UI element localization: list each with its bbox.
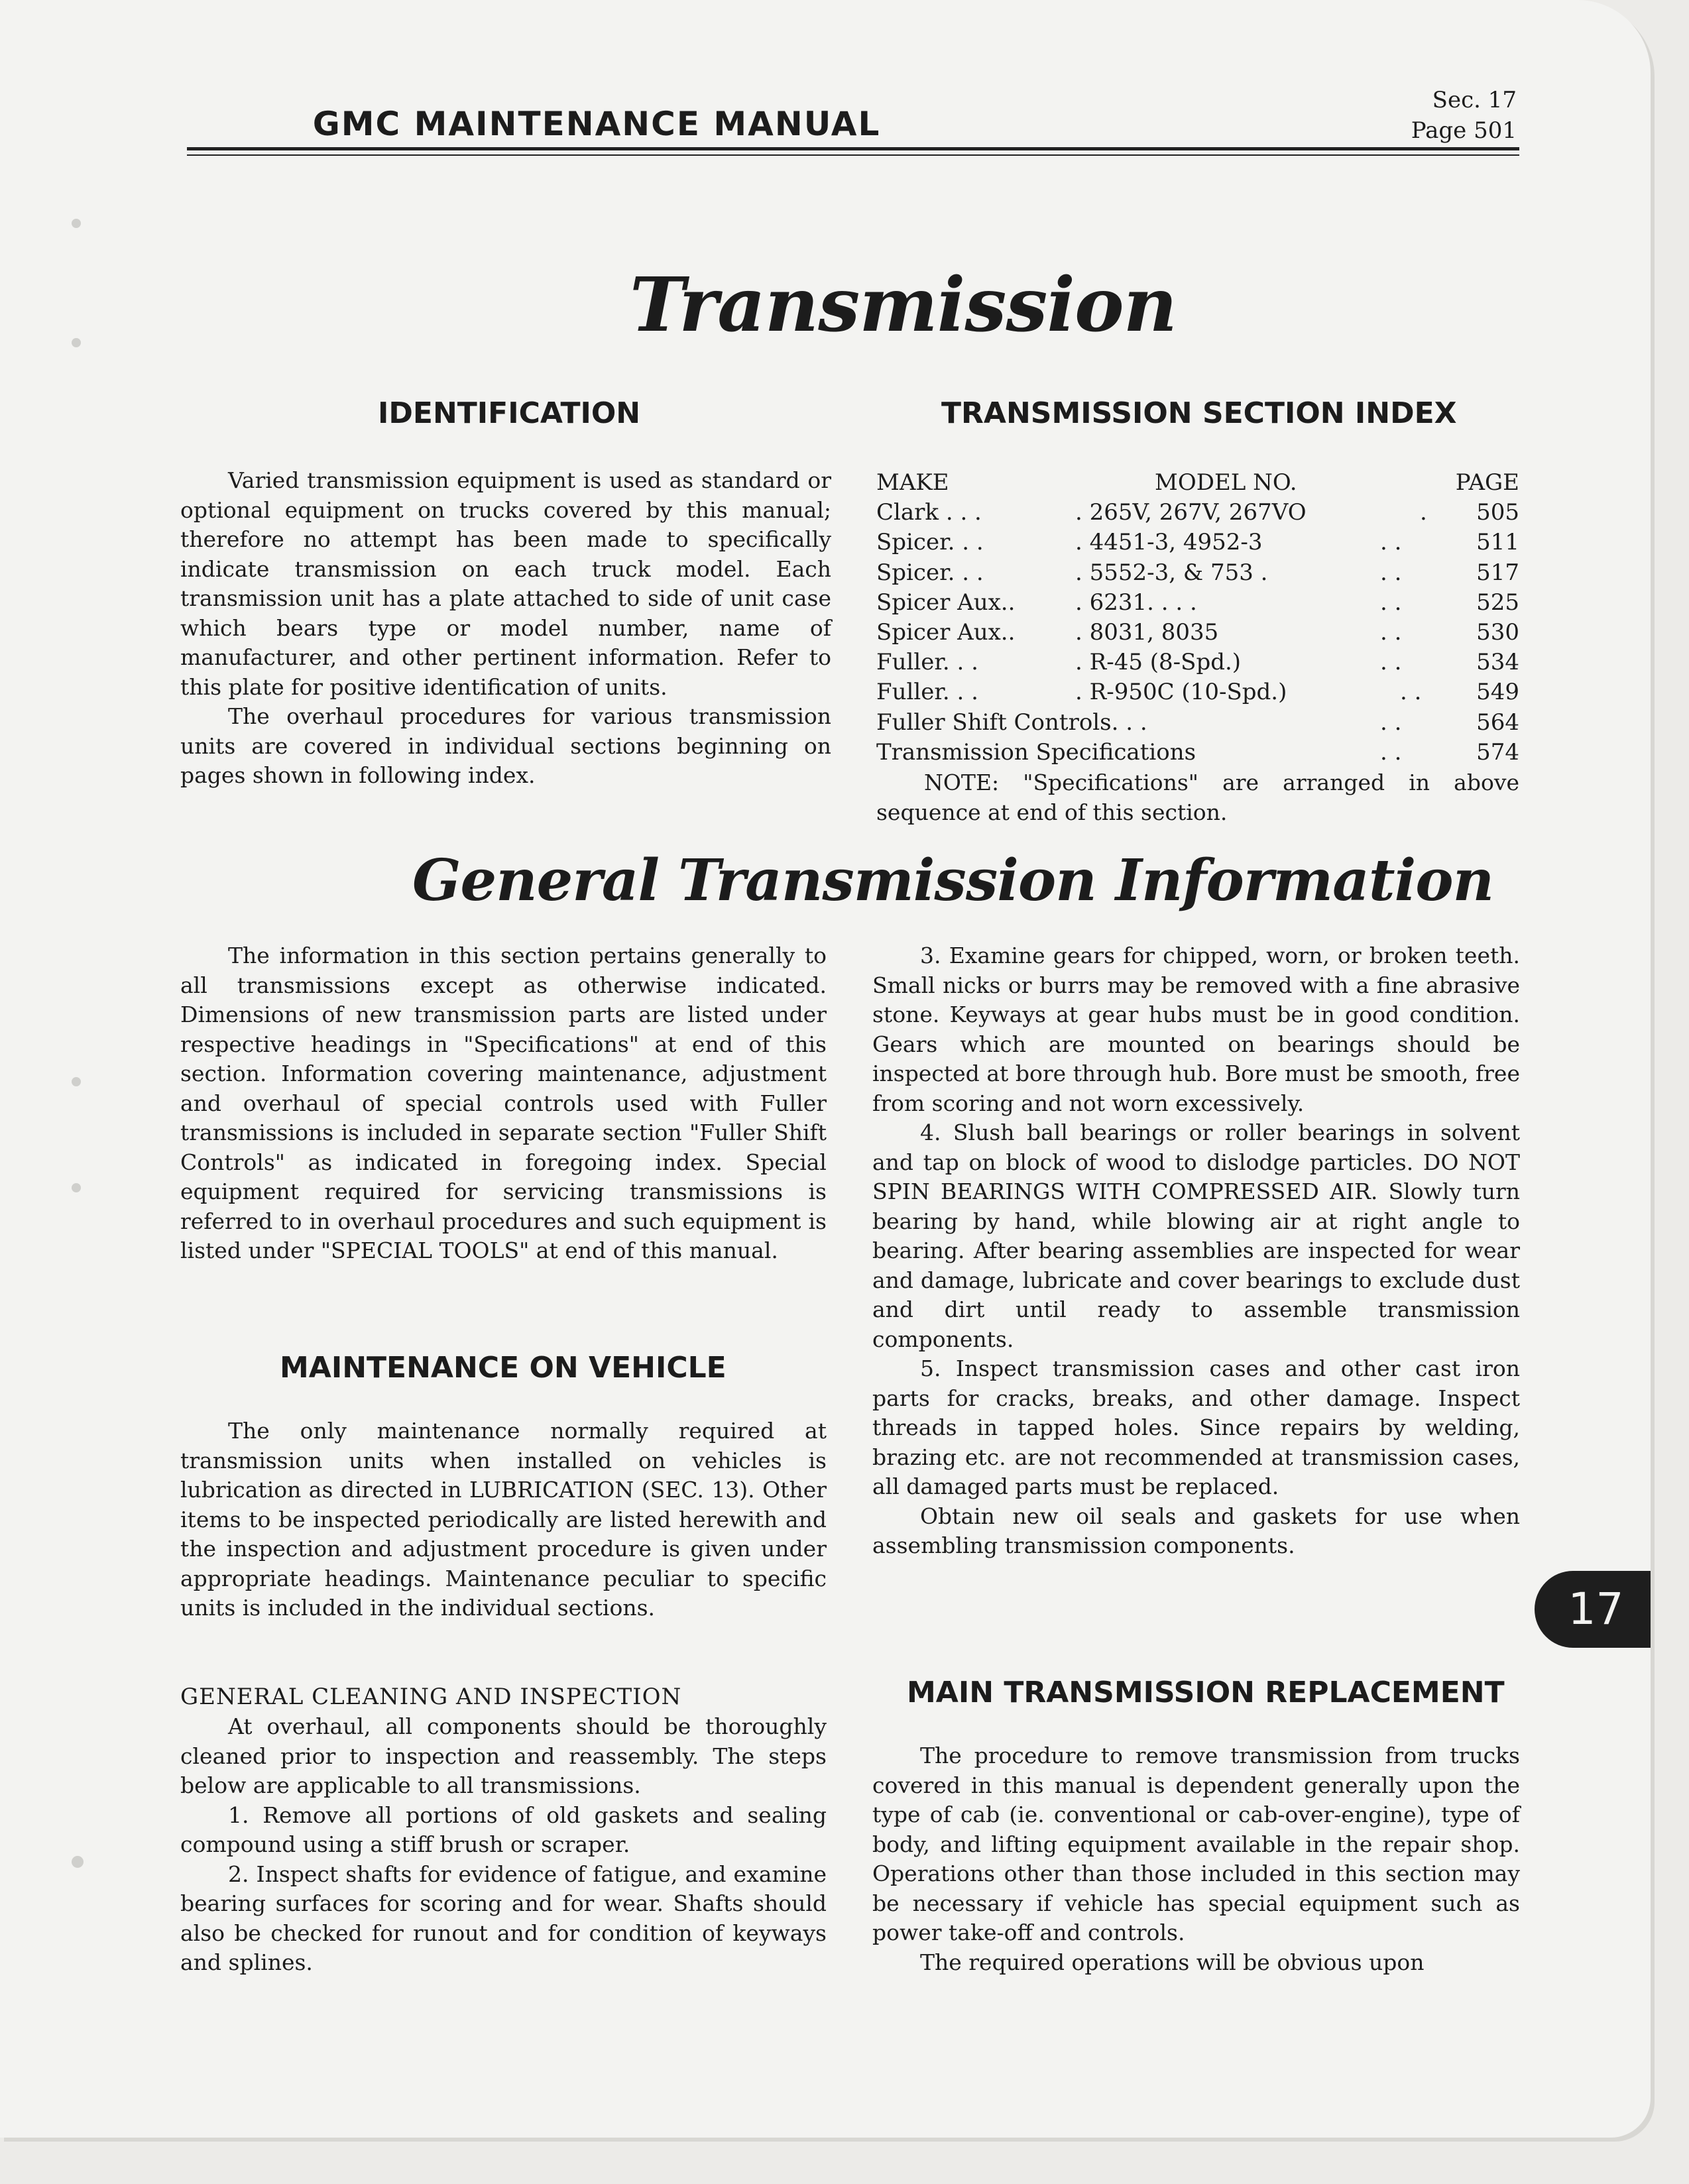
index-row [876,498,1519,528]
index-model: . R-950C (10-Spd.) [1075,679,1287,706]
replacement-paragraph: The procedure to remove transmission from trucks covered in this manual is dependent generally upon the type of cab (ie. conventional or cab-over-engine), type of body, and lifting equipment available in the repair shop. Operations other than those included in this section may be necessary if vehicle has special equipment such as power take-off and controls. [872,1743,1520,1945]
index-page: 574 [1476,738,1519,766]
binder-hole [72,338,81,347]
index-make: Transmission Specifications [876,738,1196,766]
index-page: 511 [1476,529,1519,556]
index-row [876,528,1519,557]
index-model: . 5552-3, & 753 . [1075,559,1268,586]
intro-paragraph: The information in this section pertains generally to all transmissions except as otherwise indicated. Dimensions of new transmission parts are listed under respective headings in "Specifications" at end of this section. Information covering maintenance, adjustment and overhaul of special controls used with Fuller transmissions is included in separate section "Fuller Shift Controls" as indicated in foregoing index. Special equipment required for servicing transmissions is referred to in overhaul procedures and such equipment is listed under "SPECIAL TOOLS" at end of this manual. [180,943,827,1263]
paragraph: The overhaul procedures for various transmission units are covered in individual sections beginning on pages shown in following index. [180,703,831,788]
index-dots: . . [1400,679,1422,706]
index-note-text: NOTE: "Specifications" are arranged in above sequence at end of this section. [876,769,1519,825]
index-dots: . . [1380,649,1402,676]
col-model: MODEL NO. [1155,469,1297,496]
general-info-title: General Transmission Information [412,847,1494,914]
inspection-step-5: 5. Inspect transmission cases and other cast iron parts for cracks, breaks, and other damage. Inspect threads in tapped holes. Since repairs by welding, brazing etc. are not recommended at transmission cases, all damaged parts must be replaced. [872,1355,1520,1499]
binder-hole [72,1077,81,1086]
index-make: Clark . . . [876,499,982,526]
binder-hole [72,219,81,228]
cleaning-step-2: 2. Inspect shafts for evidence of fatigue, and examine bearing surfaces for scoring and for wear. Shafts should also be checked for runout and for condition of keyways and splines. [180,1861,827,1975]
index-row [876,738,1519,768]
index-row [876,708,1519,738]
index-model: . 8031, 8035 [1075,618,1219,646]
index-dots: . . [1380,589,1402,616]
index-page: 530 [1476,618,1519,646]
index-model: . 4451-3, 4952-3 [1075,529,1263,556]
cleaning-step-1: 1. Remove all portions of old gaskets and sealing compound using a stiff brush or scraper. [180,1802,827,1857]
required-operations-paragraph: The required operations will be obvious upon [920,1949,1425,1975]
index-page: 534 [1476,649,1519,676]
index-header-row [876,468,1519,498]
index-dots: . . [1380,738,1402,766]
replacement-heading: MAIN TRANSMISSION REPLACEMENT [907,1676,1505,1709]
index-make: Fuller Shift Controls. . . [876,709,1147,736]
index-make: Spicer. . . [876,529,984,556]
index-model: . 6231. . . . [1075,589,1197,616]
index-page: 517 [1476,559,1519,586]
section-number: Sec. 17 [1432,87,1517,113]
inspection-step-4: 4. Slush ball bearings or roller bearings in solvent and tap on block of wood to dislodge particles. DO NOT SPIN BEARINGS WITH COMPRESSED AIR. Slowly turn bearing by hand, while blowing air at right angle to bearing. After bearing assemblies are inspected for wear and damage, lubricate and cover bearings to exclude dust and dirt until ready to assemble transmission components. [872,1120,1520,1352]
maintenance-paragraph: The only maintenance normally required at transmission units when installed on vehicles is lubrication as directed in LUBRICATION (SEC. 13). Other items to be inspected periodically are listed herewith and the inspection and adjustment procedure is given under appropriate headings. Maintenance peculiar to specific units is included in the individual sections. [180,1418,827,1621]
index-page: 505 [1476,499,1519,526]
index-make: Spicer Aux.. [876,618,1016,646]
index-dots: . [1420,499,1427,526]
identification-heading: IDENTIFICATION [378,396,641,430]
index-dots: . . [1380,559,1402,586]
maintenance-section [180,1416,827,1623]
inspection-step-3: 3. Examine gears for chipped, worn, or broken teeth. Small nicks or burrs may be removed with a fine abrasive stone. Keyways at gear hubs must be in good condition. Gears which are mounted on bearings should be inspected at bore through hub. Bore must be smooth, free from scoring and not worn excessively. [872,943,1520,1116]
index-heading: TRANSMISSION SECTION INDEX [941,396,1457,430]
index-model: . 265V, 267V, 267VO [1075,499,1307,526]
index-page: 564 [1476,709,1519,736]
replacement-section [872,1741,1520,1977]
seals-paragraph: Obtain new oil seals and gaskets for use when assembling transmission components. [872,1503,1520,1558]
binder-hole [72,1856,84,1868]
index-make: Spicer Aux.. [876,589,1016,616]
section-tab: 17 [1535,1571,1651,1648]
col-make: MAKE [876,469,949,496]
paragraph: Varied transmission equipment is used as standard or optional equipment on trucks covered by this manual; therefore no attempt has been made to specifically indicate transmission on each truck model. Each transmission unit has a plate attached to side of unit case which bears type or model number, name of manufacturer, and other pertinent information. Refer to this plate for positive identification of units. [180,467,831,700]
index-table [876,468,1519,827]
index-dots: . . [1380,709,1402,736]
col-page: PAGE [1455,469,1519,496]
header-rule-thin [187,154,1519,156]
right-column [872,941,1520,1561]
index-row [876,648,1519,677]
left-column [180,941,827,1266]
page-number: Page 501 [1411,117,1517,144]
maintenance-heading: MAINTENANCE ON VEHICLE [280,1351,727,1385]
index-make: Spicer. . . [876,559,984,586]
index-row [876,558,1519,588]
cleaning-heading: GENERAL CLEANING AND INSPECTION [180,1684,682,1710]
index-model: . R-45 (8-Spd.) [1075,649,1242,676]
index-make: Fuller. . . [876,649,978,676]
index-note [876,768,1519,827]
index-make: Fuller. . . [876,679,978,706]
index-page: 549 [1476,679,1519,706]
index-row [876,677,1519,707]
manual-title: GMC MAINTENANCE MANUAL [312,105,881,143]
cleaning-section [180,1712,827,1978]
main-title: Transmission [630,262,1177,349]
cleaning-intro: At overhaul, all components should be thoroughly cleaned prior to inspection and reassembly. The steps below are applicable to all transmissions. [180,1713,827,1798]
index-dots: . . [1380,529,1402,556]
binder-hole [72,1183,81,1192]
index-row [876,588,1519,618]
identification-text [180,466,831,791]
index-dots: . . [1380,618,1402,646]
section-page-label [1411,85,1517,146]
header-rule [187,147,1519,150]
index-row [876,618,1519,648]
index-page: 525 [1476,589,1519,616]
